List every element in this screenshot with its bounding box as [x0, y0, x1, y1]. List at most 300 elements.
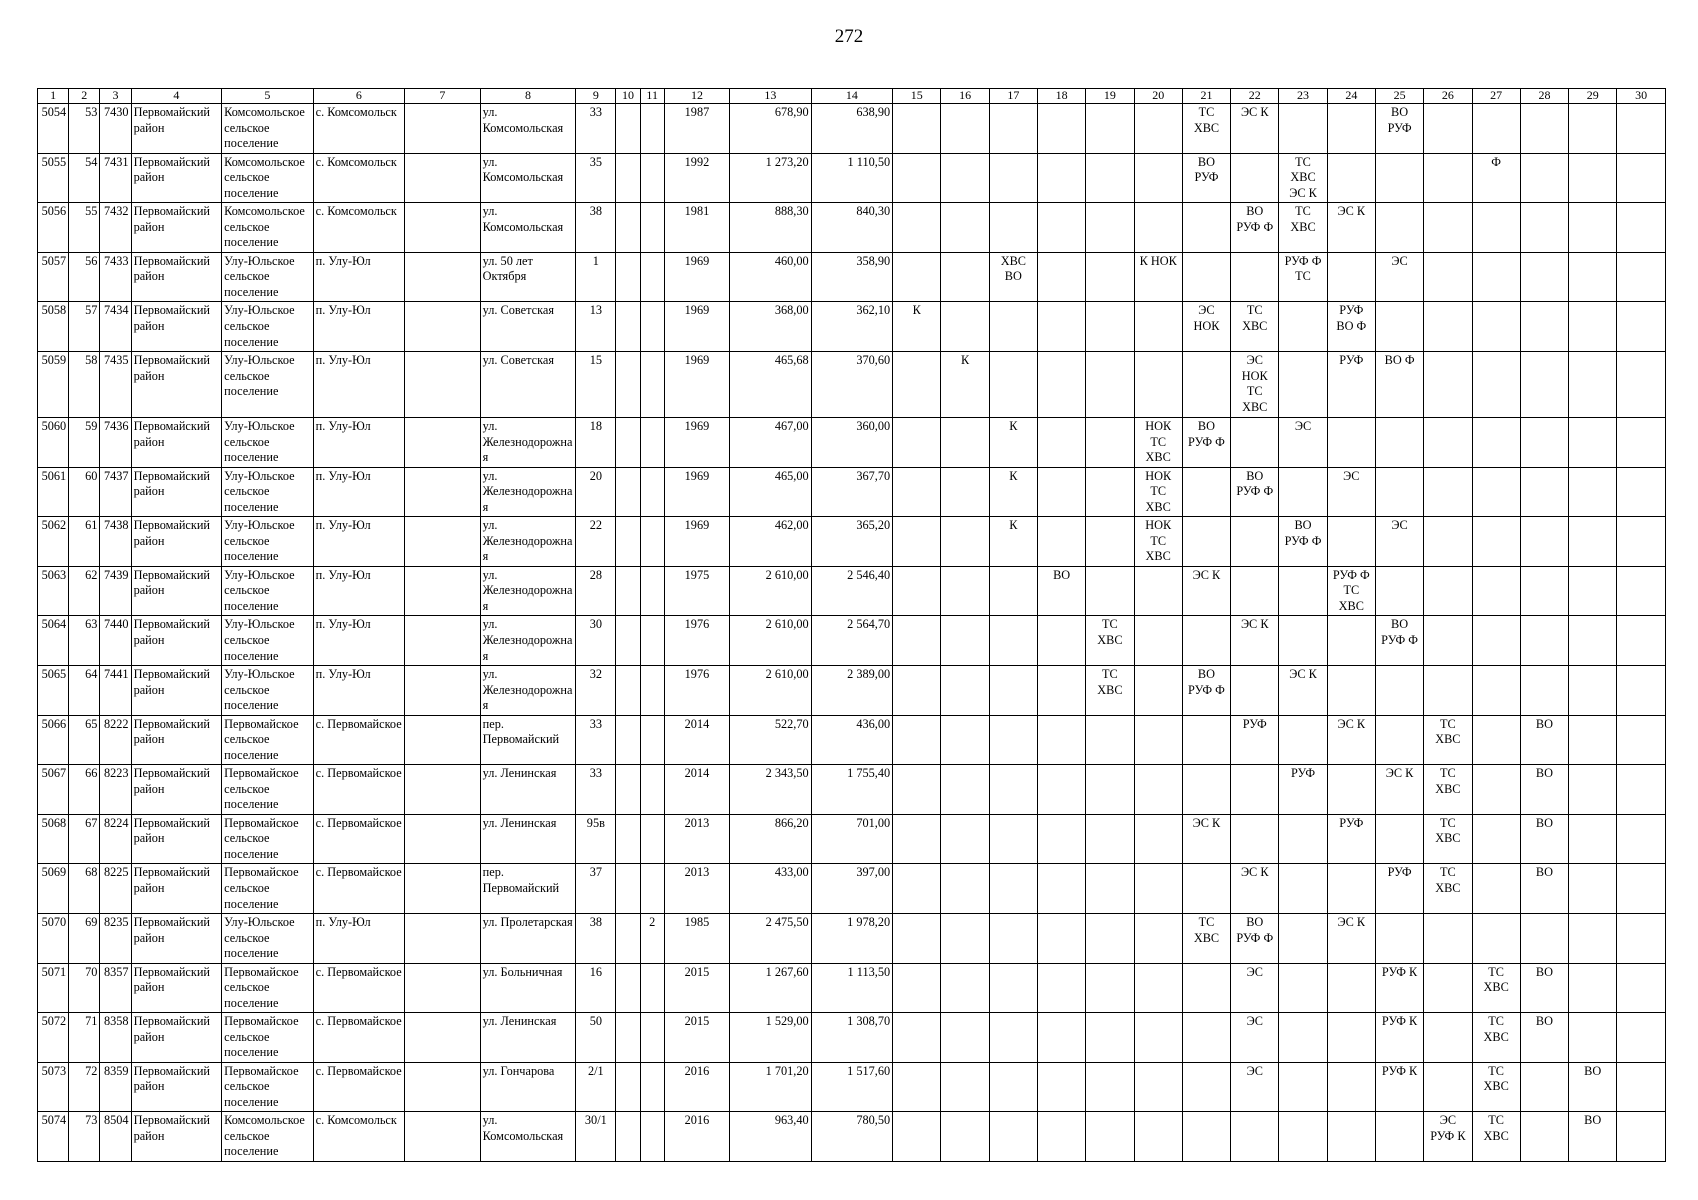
work-type-cell-27 [1472, 566, 1520, 616]
column-header-9: 9 [576, 89, 616, 104]
column-10-cell [616, 153, 640, 203]
work-type-cell-28 [1520, 1062, 1568, 1112]
work-type-cell-29 [1569, 203, 1617, 253]
district-cell: Первомайский район [131, 566, 222, 616]
district-cell: Первомайский район [131, 665, 222, 715]
column-header-5: 5 [222, 89, 314, 104]
settlement-cell: Первомайское сельское поселение [222, 1013, 314, 1063]
work-type-cell-26 [1424, 203, 1472, 253]
house-number-cell: 1 [576, 252, 616, 302]
district-cell: Первомайский район [131, 1013, 222, 1063]
work-type-cell-25: РУФ К [1375, 963, 1423, 1013]
work-type-cell-15 [893, 1112, 941, 1162]
locality-cell: с. Первомайское [313, 1013, 405, 1063]
record-number-cell: 5065 [38, 665, 69, 715]
work-type-cell-22: ВО РУФ Ф [1231, 913, 1279, 963]
settlement-cell: Улу-Юльское сельское поселение [222, 665, 314, 715]
work-type-cell-30 [1617, 104, 1666, 154]
work-type-cell-28 [1520, 302, 1568, 352]
work-type-cell-19 [1086, 1013, 1134, 1063]
work-type-cell-30 [1617, 566, 1666, 616]
work-type-cell-28 [1520, 616, 1568, 666]
work-type-cell-25 [1375, 1112, 1423, 1162]
work-type-cell-22: РУФ [1231, 715, 1279, 765]
work-type-cell-27 [1472, 203, 1520, 253]
work-type-cell-18 [1037, 765, 1085, 815]
work-type-cell-28: ВО [1520, 715, 1568, 765]
column-7-cell [405, 203, 480, 253]
column-header-6: 6 [313, 89, 405, 104]
column-11-cell [640, 864, 664, 914]
work-type-cell-24: РУФ [1327, 814, 1375, 864]
work-type-cell-22: ЭС К [1231, 616, 1279, 666]
work-type-cell-29 [1569, 467, 1617, 517]
district-cell: Первомайский район [131, 252, 222, 302]
row-index-cell: 71 [69, 1013, 100, 1063]
table-row [38, 616, 1666, 666]
work-type-cell-28 [1520, 153, 1568, 203]
column-11-cell [640, 1112, 664, 1162]
work-type-cell-17 [989, 1013, 1037, 1063]
work-type-cell-21 [1182, 1013, 1230, 1063]
locality-cell: п. Улу-Юл [313, 517, 405, 567]
column-header-23: 23 [1279, 89, 1327, 104]
work-type-cell-25 [1375, 302, 1423, 352]
settlement-cell: Улу-Юльское сельское поселение [222, 616, 314, 666]
settlement-cell: Улу-Юльское сельское поселение [222, 351, 314, 417]
district-cell: Первомайский район [131, 963, 222, 1013]
work-type-cell-23 [1279, 715, 1327, 765]
table-row [38, 351, 1666, 417]
table-row [38, 104, 1666, 154]
row-index-cell: 59 [69, 417, 100, 467]
house-id-cell: 8224 [100, 814, 131, 864]
work-type-cell-19 [1086, 417, 1134, 467]
work-type-cell-21 [1182, 765, 1230, 815]
work-type-cell-24 [1327, 765, 1375, 815]
row-index-cell: 73 [69, 1112, 100, 1162]
street-cell: ул. Советская [480, 351, 576, 417]
work-type-cell-17: К [989, 517, 1037, 567]
work-type-cell-24 [1327, 517, 1375, 567]
column-header-14: 14 [811, 89, 893, 104]
record-number-cell: 5055 [38, 153, 69, 203]
column-header-13: 13 [730, 89, 812, 104]
column-11-cell: 2 [640, 913, 664, 963]
row-index-cell: 67 [69, 814, 100, 864]
work-type-cell-16 [941, 153, 989, 203]
work-type-cell-21: ЭС НОК [1182, 302, 1230, 352]
total-area-cell: 465,00 [730, 467, 812, 517]
row-index-cell: 62 [69, 566, 100, 616]
total-area-cell: 462,00 [730, 517, 812, 567]
work-type-cell-20 [1134, 963, 1182, 1013]
total-area-cell: 1 273,20 [730, 153, 812, 203]
table-row [38, 153, 1666, 203]
work-type-cell-30 [1617, 814, 1666, 864]
work-type-cell-22: ЭС [1231, 963, 1279, 1013]
column-10-cell [616, 913, 640, 963]
work-type-cell-29 [1569, 517, 1617, 567]
work-type-cell-30 [1617, 467, 1666, 517]
row-index-cell: 72 [69, 1062, 100, 1112]
work-type-cell-27 [1472, 665, 1520, 715]
record-number-cell: 5059 [38, 351, 69, 417]
work-type-cell-18 [1037, 1112, 1085, 1162]
column-7-cell [405, 1112, 480, 1162]
table-row [38, 302, 1666, 352]
work-type-cell-26: ТС ХВС [1424, 814, 1472, 864]
column-7-cell [405, 814, 480, 864]
work-type-cell-16 [941, 665, 989, 715]
total-area-cell: 2 343,50 [730, 765, 812, 815]
work-type-cell-30 [1617, 765, 1666, 815]
column-10-cell [616, 665, 640, 715]
work-type-cell-20 [1134, 153, 1182, 203]
work-type-cell-23: ТС ХВС ЭС К [1279, 153, 1327, 203]
work-type-cell-15 [893, 913, 941, 963]
work-type-cell-16 [941, 302, 989, 352]
work-type-cell-29 [1569, 814, 1617, 864]
record-number-cell: 5058 [38, 302, 69, 352]
locality-cell: с. Комсомольск [313, 153, 405, 203]
work-type-cell-18 [1037, 814, 1085, 864]
work-type-cell-15 [893, 1013, 941, 1063]
total-area-cell: 368,00 [730, 302, 812, 352]
work-type-cell-22 [1231, 252, 1279, 302]
work-type-cell-29 [1569, 566, 1617, 616]
total-area-cell: 888,30 [730, 203, 812, 253]
work-type-cell-15 [893, 616, 941, 666]
work-type-cell-25 [1375, 467, 1423, 517]
table-row [38, 715, 1666, 765]
work-type-cell-21 [1182, 203, 1230, 253]
street-cell: ул. Гончарова [480, 1062, 576, 1112]
work-type-cell-23 [1279, 104, 1327, 154]
column-10-cell [616, 104, 640, 154]
locality-cell: п. Улу-Юл [313, 417, 405, 467]
work-type-cell-23: РУФ [1279, 765, 1327, 815]
work-type-cell-23: ВО РУФ Ф [1279, 517, 1327, 567]
column-11-cell [640, 467, 664, 517]
column-10-cell [616, 1062, 640, 1112]
column-7-cell [405, 467, 480, 517]
row-index-cell: 63 [69, 616, 100, 666]
work-type-cell-19 [1086, 765, 1134, 815]
work-type-cell-24: ЭС К [1327, 715, 1375, 765]
total-area-cell: 963,40 [730, 1112, 812, 1162]
house-number-cell: 95в [576, 814, 616, 864]
work-type-cell-30 [1617, 1062, 1666, 1112]
work-type-cell-23: ТС ХВС [1279, 203, 1327, 253]
record-number-cell: 5067 [38, 765, 69, 815]
work-type-cell-30 [1617, 1112, 1666, 1162]
work-type-cell-27: Ф [1472, 153, 1520, 203]
work-type-cell-16 [941, 765, 989, 815]
column-10-cell [616, 203, 640, 253]
work-type-cell-15 [893, 203, 941, 253]
work-type-cell-26 [1424, 351, 1472, 417]
street-cell: ул. Железнодорожная [480, 417, 576, 467]
work-type-cell-16 [941, 963, 989, 1013]
work-type-cell-29 [1569, 913, 1617, 963]
work-type-cell-26: ТС ХВС [1424, 715, 1472, 765]
work-type-cell-21 [1182, 252, 1230, 302]
work-type-cell-23 [1279, 1013, 1327, 1063]
house-id-cell: 8358 [100, 1013, 131, 1063]
work-type-cell-18 [1037, 665, 1085, 715]
work-type-cell-19 [1086, 302, 1134, 352]
work-type-cell-17 [989, 153, 1037, 203]
work-type-cell-17 [989, 302, 1037, 352]
work-type-cell-22 [1231, 417, 1279, 467]
work-type-cell-20 [1134, 765, 1182, 815]
work-type-cell-18 [1037, 715, 1085, 765]
street-cell: ул. Комсомольская [480, 153, 576, 203]
work-type-cell-16 [941, 566, 989, 616]
work-type-cell-19 [1086, 351, 1134, 417]
district-cell: Первомайский район [131, 864, 222, 914]
work-type-cell-21 [1182, 1062, 1230, 1112]
column-header-30: 30 [1617, 89, 1666, 104]
row-index-cell: 60 [69, 467, 100, 517]
total-area-cell: 2 610,00 [730, 566, 812, 616]
row-index-cell: 56 [69, 252, 100, 302]
column-7-cell [405, 566, 480, 616]
column-7-cell [405, 913, 480, 963]
column-7-cell [405, 665, 480, 715]
living-area-cell: 1 308,70 [811, 1013, 893, 1063]
column-7-cell [405, 765, 480, 815]
table-row [38, 467, 1666, 517]
record-number-cell: 5063 [38, 566, 69, 616]
work-type-cell-20 [1134, 104, 1182, 154]
house-number-cell: 35 [576, 153, 616, 203]
table-row [38, 566, 1666, 616]
work-type-cell-22: ТС ХВС [1231, 302, 1279, 352]
year-built-cell: 1969 [664, 467, 729, 517]
street-cell: ул. Железнодорожная [480, 467, 576, 517]
record-number-cell: 5057 [38, 252, 69, 302]
row-index-cell: 58 [69, 351, 100, 417]
work-type-cell-26 [1424, 665, 1472, 715]
work-type-cell-26 [1424, 1013, 1472, 1063]
district-cell: Первомайский район [131, 517, 222, 567]
work-type-cell-20 [1134, 616, 1182, 666]
work-type-cell-15 [893, 665, 941, 715]
total-area-cell: 433,00 [730, 864, 812, 914]
work-type-cell-19: ТС ХВС [1086, 665, 1134, 715]
total-area-cell: 1 529,00 [730, 1013, 812, 1063]
work-type-cell-28 [1520, 517, 1568, 567]
work-type-cell-26 [1424, 104, 1472, 154]
year-built-cell: 2016 [664, 1062, 729, 1112]
work-type-cell-24 [1327, 1112, 1375, 1162]
table-row [38, 665, 1666, 715]
column-header-3: 3 [100, 89, 131, 104]
work-type-cell-26 [1424, 417, 1472, 467]
work-type-cell-20 [1134, 864, 1182, 914]
work-type-cell-16 [941, 814, 989, 864]
work-type-cell-27: ТС ХВС [1472, 1062, 1520, 1112]
district-cell: Первомайский район [131, 351, 222, 417]
record-number-cell: 5068 [38, 814, 69, 864]
table-row [38, 814, 1666, 864]
total-area-cell: 2 610,00 [730, 616, 812, 666]
street-cell: ул. Железнодорожная [480, 517, 576, 567]
column-10-cell [616, 467, 640, 517]
column-header-22: 22 [1231, 89, 1279, 104]
column-header-21: 21 [1182, 89, 1230, 104]
living-area-cell: 1 517,60 [811, 1062, 893, 1112]
district-cell: Первомайский район [131, 153, 222, 203]
work-type-cell-21: ЭС К [1182, 566, 1230, 616]
living-area-cell: 370,60 [811, 351, 893, 417]
work-type-cell-28: ВО [1520, 765, 1568, 815]
work-type-cell-21: ТС ХВС [1182, 913, 1230, 963]
work-type-cell-23 [1279, 913, 1327, 963]
column-10-cell [616, 1112, 640, 1162]
work-type-cell-22: ЭС НОК ТС ХВС [1231, 351, 1279, 417]
work-type-cell-18 [1037, 616, 1085, 666]
settlement-cell: Улу-Юльское сельское поселение [222, 302, 314, 352]
work-type-cell-21 [1182, 1112, 1230, 1162]
work-type-cell-25 [1375, 913, 1423, 963]
column-10-cell [616, 864, 640, 914]
street-cell: ул. Комсомольская [480, 203, 576, 253]
street-cell: ул. Советская [480, 302, 576, 352]
locality-cell: с. Первомайское [313, 963, 405, 1013]
work-type-cell-18 [1037, 153, 1085, 203]
district-cell: Первомайский район [131, 913, 222, 963]
work-type-cell-22 [1231, 1112, 1279, 1162]
year-built-cell: 2015 [664, 963, 729, 1013]
living-area-cell: 362,10 [811, 302, 893, 352]
work-type-cell-25 [1375, 665, 1423, 715]
work-type-cell-24 [1327, 417, 1375, 467]
work-type-cell-28 [1520, 104, 1568, 154]
work-type-cell-25 [1375, 566, 1423, 616]
work-type-cell-16 [941, 467, 989, 517]
work-type-cell-21: ЭС К [1182, 814, 1230, 864]
work-type-cell-15 [893, 715, 941, 765]
work-type-cell-27: ТС ХВС [1472, 963, 1520, 1013]
work-type-cell-17 [989, 1112, 1037, 1162]
work-type-cell-28: ВО [1520, 963, 1568, 1013]
work-type-cell-19: ТС ХВС [1086, 616, 1134, 666]
work-type-cell-17 [989, 351, 1037, 417]
work-type-cell-22: ЭС К [1231, 104, 1279, 154]
locality-cell: п. Улу-Юл [313, 351, 405, 417]
table-row [38, 203, 1666, 253]
settlement-cell: Первомайское сельское поселение [222, 864, 314, 914]
living-area-cell: 2 389,00 [811, 665, 893, 715]
work-type-cell-30 [1617, 153, 1666, 203]
house-number-cell: 38 [576, 203, 616, 253]
total-area-cell: 866,20 [730, 814, 812, 864]
work-type-cell-23: ЭС [1279, 417, 1327, 467]
column-header-19: 19 [1086, 89, 1134, 104]
work-type-cell-23 [1279, 351, 1327, 417]
district-cell: Первомайский район [131, 715, 222, 765]
work-type-cell-25: ВО РУФ Ф [1375, 616, 1423, 666]
year-built-cell: 2014 [664, 715, 729, 765]
work-type-cell-30 [1617, 665, 1666, 715]
district-cell: Первомайский район [131, 104, 222, 154]
work-type-cell-17 [989, 765, 1037, 815]
column-7-cell [405, 252, 480, 302]
house-id-cell: 7437 [100, 467, 131, 517]
work-type-cell-15 [893, 153, 941, 203]
house-number-cell: 22 [576, 517, 616, 567]
street-cell: ул. Пролетарская [480, 913, 576, 963]
work-type-cell-29 [1569, 616, 1617, 666]
column-11-cell [640, 765, 664, 815]
house-id-cell: 7431 [100, 153, 131, 203]
column-10-cell [616, 351, 640, 417]
work-type-cell-29 [1569, 417, 1617, 467]
total-area-cell: 465,68 [730, 351, 812, 417]
work-type-cell-24: ЭС [1327, 467, 1375, 517]
work-type-cell-27 [1472, 715, 1520, 765]
work-type-cell-15 [893, 814, 941, 864]
house-id-cell: 7439 [100, 566, 131, 616]
work-type-cell-25: ВО Ф [1375, 351, 1423, 417]
column-7-cell [405, 864, 480, 914]
work-type-cell-15 [893, 864, 941, 914]
work-type-cell-29 [1569, 351, 1617, 417]
work-type-cell-17 [989, 864, 1037, 914]
settlement-cell: Комсомольское сельское поселение [222, 153, 314, 203]
work-type-cell-22: ЭС [1231, 1062, 1279, 1112]
work-type-cell-30 [1617, 203, 1666, 253]
work-type-cell-23: ЭС К [1279, 665, 1327, 715]
living-area-cell: 2 564,70 [811, 616, 893, 666]
work-type-cell-20 [1134, 351, 1182, 417]
district-cell: Первомайский район [131, 203, 222, 253]
work-type-cell-17: К [989, 417, 1037, 467]
work-type-cell-16 [941, 517, 989, 567]
settlement-cell: Улу-Юльское сельское поселение [222, 517, 314, 567]
column-10-cell [616, 302, 640, 352]
work-type-cell-26 [1424, 467, 1472, 517]
table-row [38, 913, 1666, 963]
column-7-cell [405, 417, 480, 467]
table-row [38, 864, 1666, 914]
work-type-cell-29 [1569, 1013, 1617, 1063]
work-type-cell-20 [1134, 665, 1182, 715]
work-type-cell-23 [1279, 302, 1327, 352]
table-row [38, 1112, 1666, 1162]
column-11-cell [640, 302, 664, 352]
work-type-cell-26: ТС ХВС [1424, 864, 1472, 914]
street-cell: ул. Железнодорожная [480, 665, 576, 715]
work-type-cell-15 [893, 417, 941, 467]
work-type-cell-26 [1424, 517, 1472, 567]
work-type-cell-24 [1327, 153, 1375, 203]
work-type-cell-21: ВО РУФ Ф [1182, 417, 1230, 467]
work-type-cell-23 [1279, 814, 1327, 864]
work-type-cell-23 [1279, 616, 1327, 666]
column-10-cell [616, 417, 640, 467]
column-7-cell [405, 302, 480, 352]
locality-cell: с. Первомайское [313, 814, 405, 864]
work-type-cell-21 [1182, 616, 1230, 666]
street-cell: ул. 50 лет Октября [480, 252, 576, 302]
total-area-cell: 467,00 [730, 417, 812, 467]
work-type-cell-30 [1617, 963, 1666, 1013]
work-type-cell-26 [1424, 153, 1472, 203]
